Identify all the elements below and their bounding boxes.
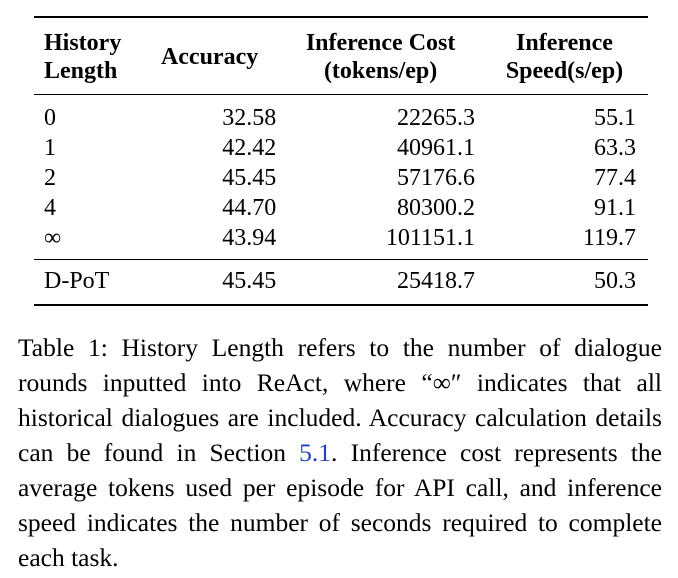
table-row (34, 223, 648, 260)
cell-inference-cost: 25418.7 (396, 268, 475, 294)
cell-inference-speed: 63.3 (594, 135, 636, 161)
cell-accuracy: 42.42 (222, 135, 277, 161)
history-length-table (34, 16, 648, 306)
cell-inference-cost: 80300.2 (396, 195, 475, 221)
table-caption (18, 330, 662, 575)
header-inference-cost (280, 17, 481, 95)
header-line: Accuracy (160, 44, 259, 70)
header-line: History (44, 30, 122, 56)
cell-accuracy: 45.45 (222, 268, 277, 294)
header-history-length (34, 17, 139, 95)
table-row (34, 95, 648, 134)
summary-row (34, 260, 648, 306)
cell-accuracy: 43.94 (222, 225, 277, 251)
cell-history-length: 2 (44, 165, 56, 191)
cell-accuracy: 32.58 (222, 105, 277, 131)
cell-accuracy: 45.45 (222, 165, 277, 191)
cell-method-name: D-PoT (44, 268, 110, 294)
table-row (34, 193, 648, 223)
header-line: Inference Cost (305, 30, 456, 56)
cell-inference-speed: 77.4 (594, 165, 636, 191)
header-line: Length (44, 58, 118, 84)
header-line: Speed(s/ep) (505, 58, 624, 84)
header-line: Inference (516, 30, 613, 56)
cell-history-length: 0 (44, 105, 56, 131)
cell-inference-speed: 91.1 (594, 195, 636, 221)
caption-text: . Inference cost represents the average tokens used per episode for API call, and inference speed indicates the number of seconds required to complete each task. (18, 438, 662, 572)
table-header-row (34, 17, 648, 95)
table-row (34, 133, 648, 163)
header-inference-speed (481, 17, 648, 95)
cell-inference-cost: 101151.1 (385, 225, 475, 251)
cell-inference-speed: 50.3 (594, 268, 636, 294)
cell-inference-cost: 40961.1 (396, 135, 475, 161)
cell-inference-cost: 57176.6 (396, 165, 475, 191)
header-line: (tokens/ep) (323, 58, 438, 84)
cell-history-length: 4 (44, 195, 56, 221)
header-accuracy (139, 17, 280, 95)
cell-inference-speed: 119.7 (582, 225, 636, 251)
cell-accuracy: 44.70 (222, 195, 277, 221)
cell-inference-speed: 55.1 (594, 105, 636, 131)
cell-history-length: ∞ (44, 225, 62, 251)
section-link[interactable]: 5.1 (299, 438, 332, 467)
results-table-container (34, 16, 648, 306)
cell-history-length: 1 (44, 135, 56, 161)
table-row (34, 163, 648, 193)
cell-inference-cost: 22265.3 (396, 105, 475, 131)
caption-text: Table 1: History Length refers to the number of dialogue rounds inputted into ReAct, where “∞″ indicates that all historical dialogues are included. Accuracy calculation details can be found in Section (18, 333, 662, 467)
